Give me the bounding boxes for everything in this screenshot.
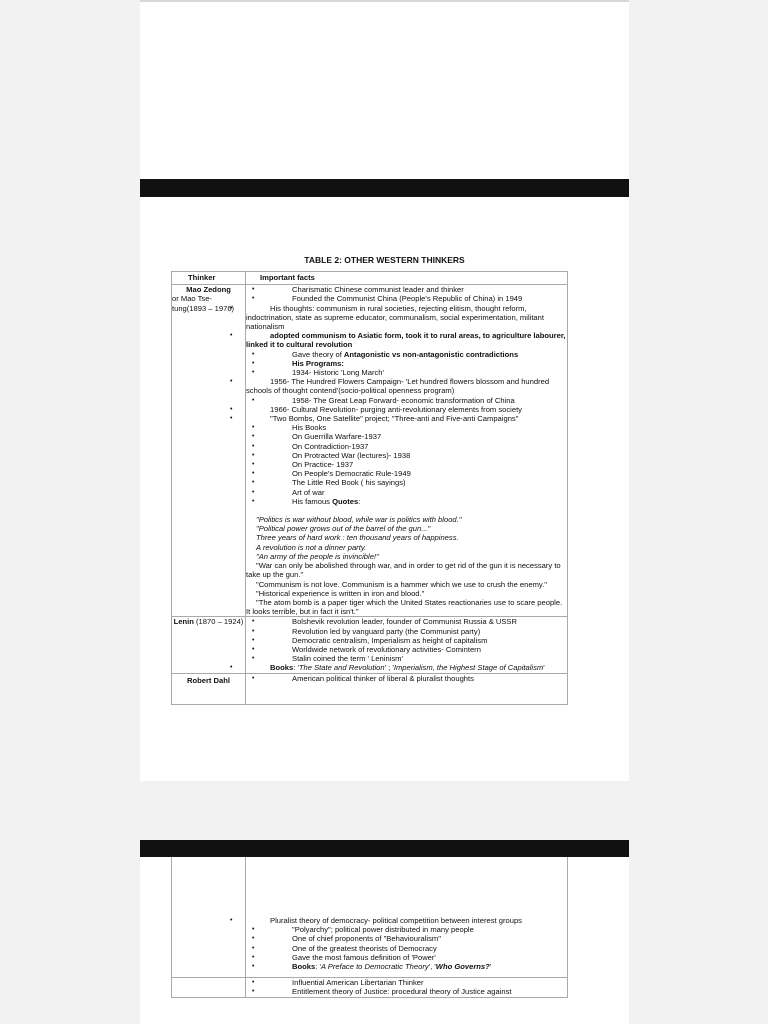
fact-item: • Stalin coined the term ' Leninism' [246, 654, 567, 663]
fact-item: • The Little Red Book ( his sayings) [246, 478, 567, 487]
fact-text: Books [270, 663, 294, 673]
quote: "The atom bomb is a paper tiger which the United States reactionaries use to scare people. It looks terrible, but in fact it isn't." [246, 597, 563, 617]
fact-item: • One of chief proponents of "Behaviouralism" [246, 934, 567, 943]
quote: Three years of hard work : ten thousand years of happiness. [256, 533, 459, 543]
fact-item: • His thoughts: communism in rural societies, rejecting elitism, thought reform, indoctrination, state as supreme educator, communalism, social experimentation, militant nationalism [224, 304, 567, 332]
fact-text: : ' [293, 663, 299, 673]
fact-item: • 1966- Cultural Revolution- purging anti-revolutionary elements from society [224, 405, 567, 414]
thinkers-table-continued [171, 857, 568, 998]
fact-text: : [358, 496, 361, 506]
fact-text: Who Governs? [435, 962, 490, 972]
facts-list [246, 978, 567, 996]
thinker-years: (1870 – 1924) [193, 617, 244, 627]
thinker-name-cell [172, 978, 246, 997]
quote: "War can only be abolished through war, and in order to get rid of the gun it is necessary to take up the gun." [246, 561, 561, 580]
fact-item: • "Two Bombs, One Satellite" project; "Three-anti and Five-anti Campaigns" [224, 414, 567, 423]
quote: "Communism is not love. Communism is a hammer which we use to crush the enemy." [256, 579, 547, 589]
fact-item: • On Protracted War (lectures)- 1938 [246, 451, 567, 460]
page-2 [140, 197, 629, 781]
fact-item: • 1934- Historic 'Long March' [246, 368, 567, 377]
fact-text: ' ; ' [384, 663, 394, 673]
fact-item [246, 962, 567, 971]
facts-cell [246, 978, 568, 997]
fact-item: • One of the greatest theorists of Democracy [246, 944, 567, 953]
facts-list [246, 916, 567, 971]
thinker-name-cell [172, 673, 246, 704]
page-edge [140, 0, 629, 2]
quotes-block [246, 515, 567, 616]
page-separator [140, 840, 629, 858]
table-row-dahl [172, 673, 568, 704]
fact-item [224, 663, 567, 672]
fact-item: • On Contradiction-1937 [246, 442, 567, 451]
fact-item: • Bolshevik revolution leader, founder of Communist Russia & USSR [246, 617, 567, 626]
fact-text: A Preface to Democratic Theory [320, 962, 429, 972]
quote: "Political power grows out of the barrel of the gun..." [256, 524, 431, 534]
header-facts: Important facts [246, 272, 568, 285]
page-1-bottom [140, 0, 629, 180]
fact-item: • Entitlement theory of Justice: procedural theory of Justice against [246, 987, 567, 996]
facts-cell [246, 617, 568, 673]
header-row [172, 272, 568, 285]
fact-text: adopted communism to Asiatic form, took it to rural areas, to agriculture labourer, linked it to cultural revolution [246, 331, 566, 350]
fact-text: Quotes [332, 496, 359, 506]
fact-item: • On Guerrilla Warfare-1937 [246, 432, 567, 441]
facts-cell [246, 285, 568, 617]
thinker-name: Lenin [173, 617, 194, 627]
table-title: TABLE 2: OTHER WESTERN THINKERS [304, 255, 465, 265]
fact-item [224, 331, 567, 349]
fact-item: • 1958- The Great Leap Forward- economic transformation of China [246, 396, 567, 405]
fact-item: • 1956- The Hundred Flowers Campaign- 'Let hundred flowers blossom and hundred schools of thought contend'(socio-political openness program) [224, 377, 567, 395]
fact-item: • Worldwide network of revolutionary activities- Comintern [246, 645, 567, 654]
header-thinker: Thinker [172, 272, 246, 285]
thinkers-table [171, 271, 568, 705]
fact-text: Books [292, 962, 316, 972]
fact-item: • On People's Democratic Rule-1949 [246, 469, 567, 478]
table-row-lenin [172, 617, 568, 673]
fact-text: The State and Revolution [298, 663, 385, 673]
quote: "Historical experience is written in iron and blood." [256, 588, 425, 598]
fact-text: His famous [292, 496, 333, 506]
quote: "An army of the people is invincible!" [256, 551, 379, 561]
facts-list [246, 674, 567, 683]
quote: "Politics is war without blood, while war is politics with blood." [256, 515, 462, 525]
fact-item: • His Books [246, 423, 567, 432]
fact-item [246, 497, 567, 506]
fact-item: • Pluralist theory of democracy- political competition between interest groups [224, 916, 567, 925]
fact-text: : ' [315, 962, 321, 972]
fact-text: Imperialism, the Highest Stage of Capitalism [393, 663, 544, 673]
fact-item: • Democratic centralism, Imperialism as height of capitalism [246, 636, 567, 645]
fact-text: Gave theory of [292, 349, 344, 359]
fact-item: • Charismatic Chinese communist leader and thinker [246, 285, 567, 294]
facts-cell [246, 857, 568, 978]
facts-list [246, 285, 567, 506]
table-row-next [172, 978, 568, 997]
page-separator [140, 179, 629, 197]
fact-text: Antagonistic vs non-antagonistic contradictions [343, 349, 519, 359]
fact-text: ', ' [428, 962, 436, 972]
thinker-alt-name: or Mao Tse-tung(1893 – 1976) [172, 294, 235, 313]
fact-item: • On Practice- 1937 [246, 460, 567, 469]
fact-item [246, 359, 567, 368]
thinker-name: Mao Zedong [186, 285, 231, 295]
fact-item: • Influential American Libertarian Thinker [246, 978, 567, 987]
table-row-dahl-cont [172, 857, 568, 978]
fact-item: • "Polyarchy"; political power distributed in many people [246, 925, 567, 934]
fact-text: ' [543, 663, 545, 673]
page-3 [140, 857, 629, 1024]
quote: A revolution is not a dinner party. [256, 542, 367, 552]
facts-cell [246, 673, 568, 704]
facts-list [246, 617, 567, 672]
thinker-name: Robert Dahl [186, 675, 231, 685]
fact-item: • Gave the most famous definition of 'Power' [246, 953, 567, 962]
fact-text: ' [489, 962, 492, 972]
fact-item: • Revolution led by vanguard party (the Communist party) [246, 627, 567, 636]
fact-item: • Art of war [246, 488, 567, 497]
fact-item: • Founded the Communist China (People's Republic of China) in 1949 [246, 294, 567, 303]
fact-item [246, 350, 567, 359]
fact-text: His Programs: [292, 358, 344, 368]
fact-item: • American political thinker of liberal & pluralist thoughts [246, 674, 567, 683]
table-row-mao [172, 285, 568, 617]
